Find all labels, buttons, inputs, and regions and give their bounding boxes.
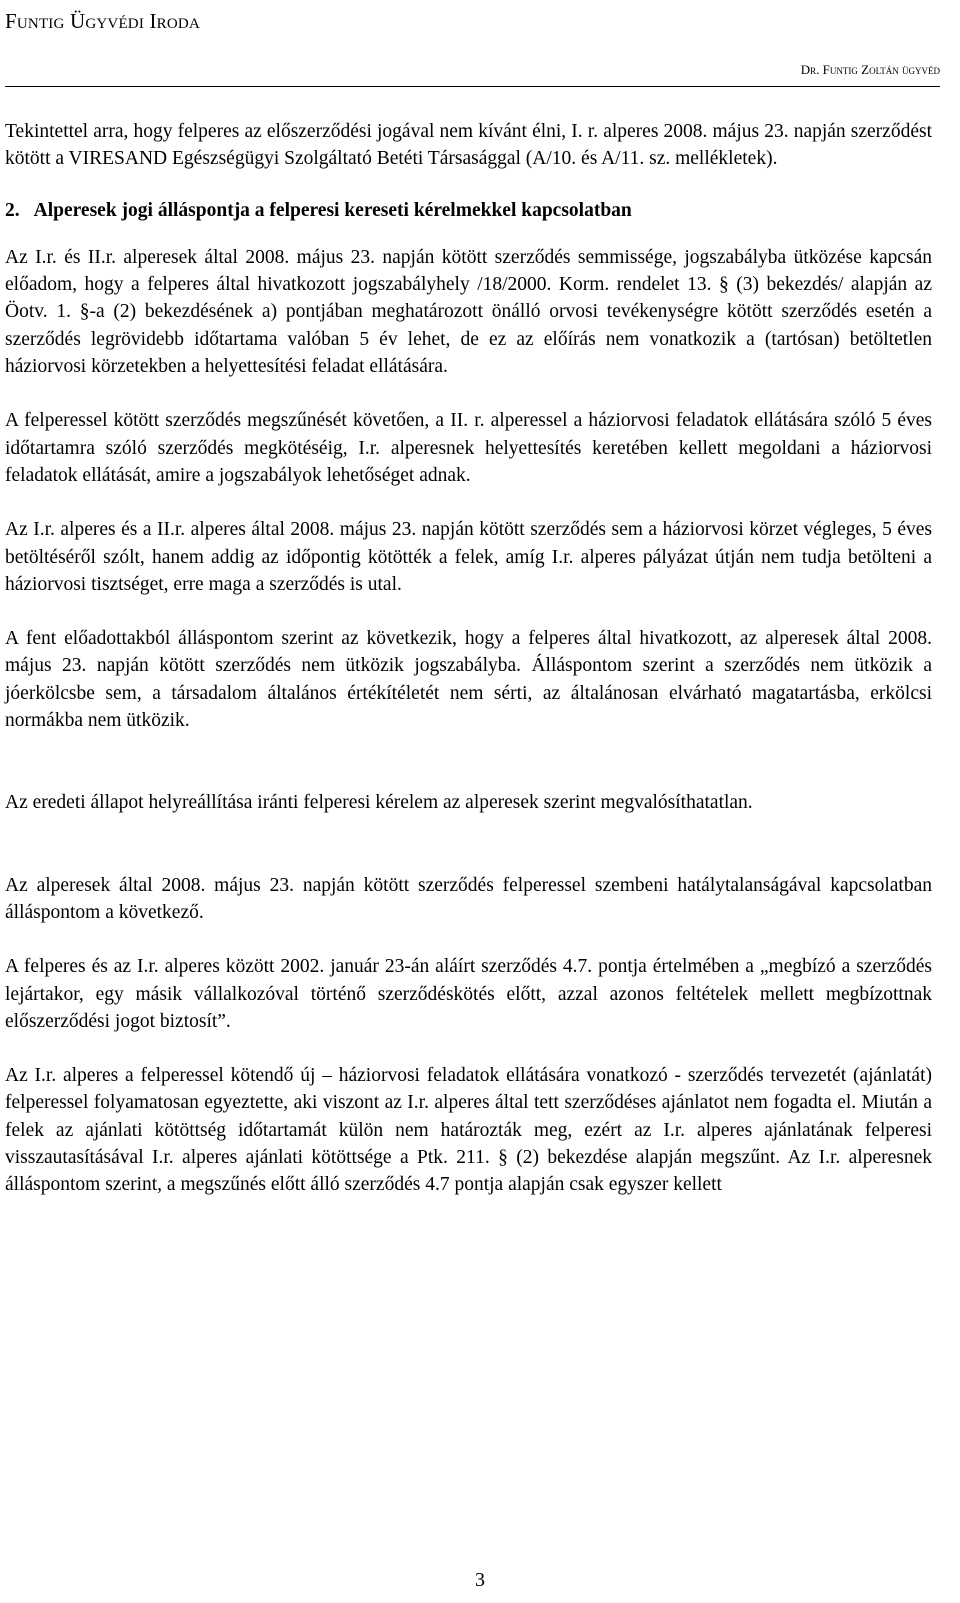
section-heading [5,197,932,224]
paragraph-offer: Az I.r. alperes a felperessel kötendő új – háziorvosi feladatok ellátására vonatkozó - szerződés tervezetét (ajánlatát) felperessel folyamatosan egyeztette, aki viszont az I.r. alperes által tett szerződéses ajánlatot nem fogadta el. Miután a felek az ajánlati kötöttség időtartamát külön nem határozták meg, ezért az I.r. alperes ajánlatának felperesi visszautasításával I.r. alperes ajánlati kötöttsége a Ptk. 211. § (2) bekezdése alapján megszűnt. Az I.r. alperesnek álláspontom szerint, a megszűnés előtt álló szerződés 4.7 pontja alapján csak egyszer kellett [5,1065,932,1196]
paragraph-contract-term: Az I.r. alperes és a II.r. alperes által 2008. május 23. napján kötött szerződés sem a háziorvosi körzet végleges, 5 éves betöltéséről szólt, hanem addig az időpontig kötötték a felek, amíg I.r. alperes pályázat útján nem tudja betölteni a háziorvosi tisztséget, erre maga a szerződés is utal. [5,519,932,595]
attorney-name: Dr. Funtig Zoltán ügyvéd [800,62,940,77]
page-number: 3 [475,1569,485,1591]
paragraph-nullity: Az I.r. és II.r. alperesek által 2008. május 23. napján kötött szerződés semmissége, jogszabályba ütközése kapcsán előadom, hogy a felperes által hivatkozott jogszabályhely /18/2000. Korm. rendelet 13. § (3) bekezdés/ alapján az Öotv. 1. §-a (2) bekezdésének a) pontjában meghatározott önálló orvosi tevékenységre kötött szerződés esetén a szerződés legrövidebb időtartama valóban 5 év lehet, de ez az előírás nem vonatkozik a (tartósan) betöltetlen háziorvosi körzetekben a helyettesítési feladat ellátására. [5,246,932,378]
paragraph-intro: Tekintettel arra, hogy felperes az előszerződési jogával nem kívánt élni, I. r. alperes 2008. május 23. napján szerződést kötött a VIRESAND Egészségügyi Szolgáltató Betéti Társasággal (A/10. és A/11. sz. mellékletek). [5,121,932,170]
section-number: 2. [5,199,20,221]
page-header [5,0,940,87]
document-body [5,118,932,1199]
paragraph-restoration: Az eredeti állapot helyreállítása iránti felperesi kérelem az alperesek szerint megvalósíthatatlan. [5,792,753,814]
paragraph-substitution: A felperessel kötött szerződés megszűnését követően, a II. r. alperessel a háziorvosi feladatok ellátására szóló 5 éves időtartamra szóló szerződés megkötéséig, I.r. alperesnek helyettesítés keretében kellett megoldani a háziorvosi feladatok ellátását, amire a jogszabályok lehetőséget adnak. [5,410,932,486]
paragraph-preemption-clause: A felperes és az I.r. alperes között 2002. január 23-án aláírt szerződés 4.7. pontja értelmében a „megbízó a szerződés lejártakor, egy másik vállalkozóval történő szerződéskötés előtt, azzal azonos feltételek mellett megbízottnak előszerződési jogot biztosít”. [5,956,932,1032]
section-title: Alperesek jogi álláspontja a felperesi kereseti kérelmekkel kapcsolatban [33,199,632,221]
paragraph-ineffectiveness: Az alperesek által 2008. május 23. napján kötött szerződés felperessel szembeni hatálytalanságával kapcsolatban álláspontom a következő. [5,874,932,923]
firm-name: Funtig Ügyvédi Iroda [5,9,200,33]
paragraph-conclusion: A fent előadottakból álláspontom szerint az következik, hogy a felperes által hivatkozott, az alperesek által 2008. május 23. napján kötött szerződés nem ütközik jogszabályba. Álláspontom szerint a szerződés nem ütközik a jóerkölcsbe sem, a társadalom általános értékítéletét nem sérti, az általánosan elvárható magatartásba, erkölcsi normákba nem ütközik. [5,628,932,732]
